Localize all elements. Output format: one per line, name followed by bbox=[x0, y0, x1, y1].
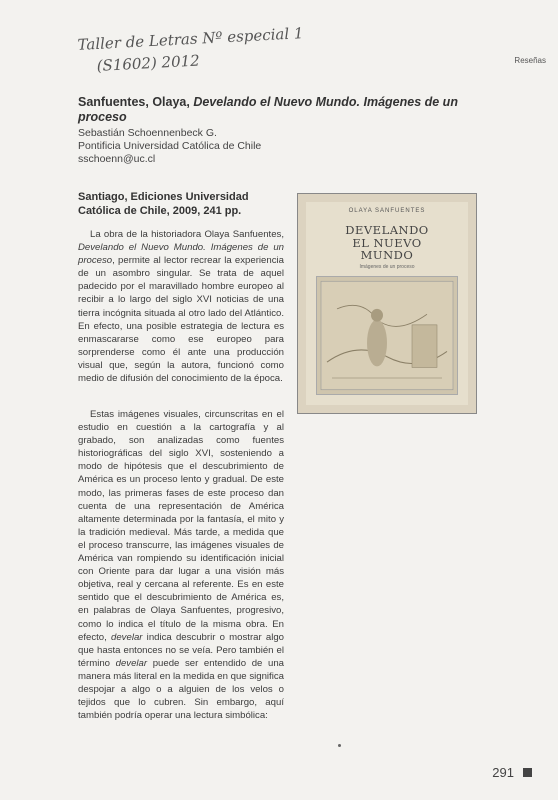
paragraph-2-term-2: develar bbox=[115, 657, 148, 669]
reviewer-name: Sebastián Schoennenbeck G. bbox=[78, 127, 217, 139]
page-number: 291 bbox=[492, 765, 514, 780]
cover-illustration-drawing bbox=[317, 277, 457, 394]
section-label: Reseñas bbox=[514, 56, 546, 65]
cover-title-line-1: DEVELANDO bbox=[345, 223, 429, 237]
book-cover-image bbox=[297, 193, 477, 414]
paragraph-2-term-1: develar bbox=[111, 631, 143, 643]
handwritten-note bbox=[77, 22, 305, 78]
cover-title-line-2: EL NUEVO bbox=[352, 235, 422, 250]
handwritten-line-2: (S1602) 2012 bbox=[96, 51, 201, 75]
paragraph-1-c: , permite al lector recrear la experiencia de un asombro singular. Se trata de aquel padecido por el maravillado hombre europeo al recibir a lo largo del siglo XVI noticias de una tierra incógnita situada al otro lado del Atlántico. En efecto, una posible estrategia de lectura es enmascararse como ese europeo para sorprenderse como él ante una producción visual que, según la autora, funcionó como medio de difusión del conocimiento de la época. bbox=[78, 255, 284, 385]
review-header bbox=[78, 95, 478, 166]
paragraph-2-a: Estas imágenes visuales, circunscritas en el estudio en cuestión a la cartografía y al grabado, son analizadas como fuentes historiográficas del siglo XVI, sosteniendo a modo de hipótesis que el descubrimiento de América es un proceso lento y gradual. De este modo, las primeras fases de este proceso dan cuenta de una representación de América altamente determinada por la fantasía, el mito y la tradición medieval. Más tarde, a medida que el proceso transcurre, las imágenes visuales de América van rompiendo su identificación inicial con Oriente para dar lugar a una visión más objetiva, real y cercana al referente. Es en este sentido que el descubrimiento de América es, en palabras de Olaya Sanfuentes, progresivo, como lo indica el título de la misma obra. En efecto, bbox=[78, 409, 284, 643]
review-title bbox=[78, 95, 478, 125]
reviewer-institution: Pontificia Universidad Católica de Chile bbox=[78, 140, 262, 152]
paragraph-1 bbox=[78, 228, 284, 385]
reviewer-email: sschoenn@uc.cl bbox=[78, 153, 156, 165]
cover-title-line-3: MUNDO bbox=[360, 248, 414, 262]
paragraph-2-c: indica descubrir o mostrar algo que hasta entonces no se veía. Pero también el término bbox=[78, 631, 285, 669]
publication-info bbox=[78, 190, 278, 218]
paragraph-2-e: puede ser entendido de una manera más literal en la medida en que significa despojar a algo o a alguien de los velos o tejidos que lo cubren. Sin embargo, aquí también podría operar una lectura simbólica: bbox=[78, 657, 284, 722]
cover-frame bbox=[306, 202, 468, 405]
handwritten-line-1: Taller de Letras Nº especial 1 bbox=[77, 24, 304, 54]
cover-illustration bbox=[316, 276, 458, 395]
cover-title bbox=[306, 224, 468, 262]
title-author: Sanfuentes, Olaya, bbox=[78, 95, 194, 109]
cover-subtitle: Imágenes de un proceso bbox=[359, 264, 415, 270]
page-number-square-icon bbox=[523, 768, 532, 777]
paragraph-1-book-title: Develando el Nuevo Mundo. Imágenes de un proceso bbox=[78, 242, 284, 267]
paragraph-1-a: La obra de la historiadora Olaya Sanfuentes, bbox=[90, 229, 284, 240]
title-book: Develando el Nuevo Mundo. Imágenes de un proceso bbox=[78, 95, 458, 124]
paragraph-2 bbox=[78, 408, 284, 722]
publication-line-1: Santiago, Ediciones Universidad bbox=[78, 191, 249, 203]
publication-line-2: Católica de Chile, 2009, 241 pp. bbox=[78, 205, 242, 217]
cover-author: OLAYA SANFUENTES bbox=[348, 208, 426, 214]
stray-mark bbox=[338, 744, 341, 747]
